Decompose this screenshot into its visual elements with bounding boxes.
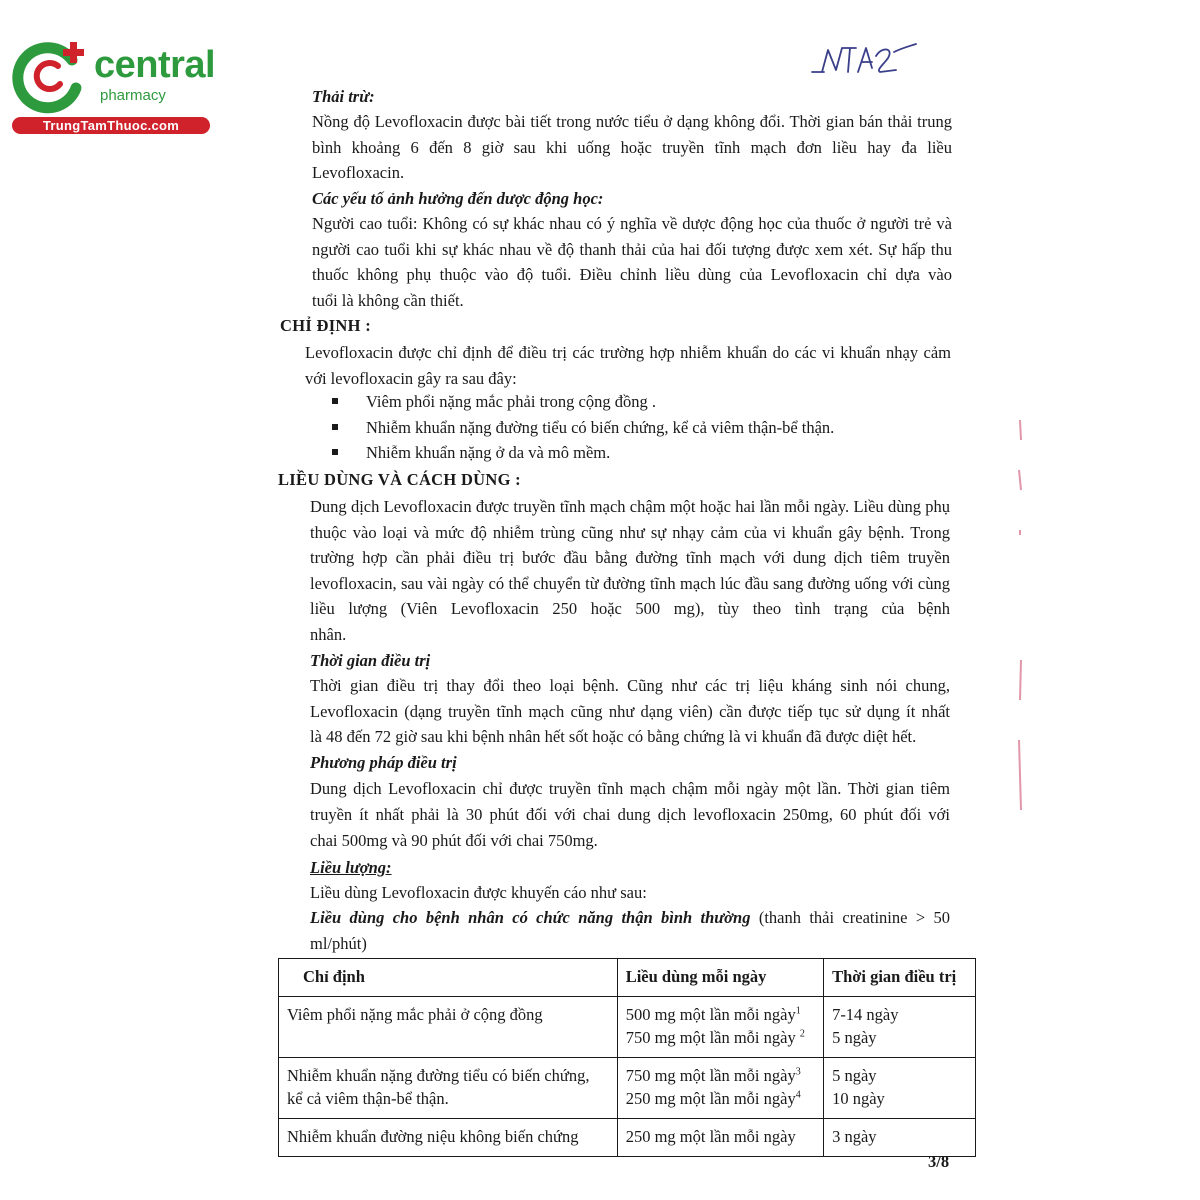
cell-dose [617,1119,823,1157]
thoi-gian-text: Thời gian điều trị thay đổi theo loại bệnh. Cũng như các trị liệu kháng sinh nói chung, Levofloxacin (dạng truyền tĩnh mạch cũng như dạng viên) cần được tiếp tục sử dụng ít nhất [310,676,950,721]
heading-lieu-luong: Liều lượng: [310,858,392,877]
lieu-luong-subheading-end: ml/phút) [310,934,367,953]
col-header-indication: Chỉ định [279,959,618,997]
chi-dinh-intro-end: với levofloxacin gây ra sau đây: [305,369,517,388]
duration-line: 3 ngày [832,1127,877,1146]
lieu-dung-text: Dung dịch Levofloxacin được truyền tĩnh mạch chậm một hoặc hai lần mỗi ngày. Liều dùng phụ thuộc vào loại và mức độ nhiễm trùng cũng như sự nhạy cảm của vi khuẩn gây bệnh. Trong trường hợp cần phải điều trị bước đầu bằng đường tĩnh mạch với dung dịch tiêm truyền levofloxacin, sau vài ngày có thể chuyển từ đường tĩnh mạch lúc đầu sang đường uống với cùng liều lượng (Viên Levofloxacin 250 hoặc 500 mg), tùy theo tình trạng của bệnh [310,497,950,619]
lieu-luong-subheading [310,905,950,931]
dose-line: 250 mg một lần mỗi ngày [625,1089,796,1108]
phuong-phap-text: Dung dịch Levofloxacin chỉ được truyền tĩnh mạch chậm mỗi ngày một lần. Thời gian tiêm truyền ít nhất phải là 30 phút đối với chai dung dịch levofloxacin 250mg, 60 phút đối với [310,779,950,824]
cell-indication: Nhiễm khuẩn nặng đường tiểu có biến chứng, kể cả viêm thận-bể thận. [279,1058,618,1119]
dosage-table [278,958,976,1157]
yeu-to-text-end: tuổi là không cần thiết. [312,291,464,310]
footnote-marker: 2 [799,1028,805,1040]
margin-marks [1005,410,1035,830]
lieu-luong-intro: Liều dùng Levofloxacin được khuyến cáo như sau: [310,883,647,902]
heading-yeu-to: Các yếu tố ảnh hưởng đến dược động học: [312,189,604,208]
logo-wordmark: central [94,44,216,86]
col-header-daily-dose: Liều dùng mỗi ngày [617,959,823,997]
duration-line: 10 ngày [832,1089,885,1108]
duration-line: 5 ngày [832,1028,877,1047]
yeu-to-text: Người cao tuổi: Không có sự khác nhau có ý nghĩa về dược động học của thuốc ở người trẻ và người cao tuổi khi sự khác nhau về độ thanh thải của hai đối tượng được xem xét. Sự hấp thu thuốc không phụ thuộc vào độ tuổi. Điều chỉnh liều dùng của Levofloxacin chỉ dựa vào [312,214,952,285]
table-header-row [279,959,976,997]
cell-indication: Nhiễm khuẩn đường niệu không biến chứng [279,1119,618,1157]
footnote-marker: 4 [795,1089,801,1101]
normal-renal-label: Liều dùng cho bệnh nhân có chức năng thận bình thường [310,908,751,927]
heading-phuong-phap: Phương pháp điều trị [310,753,457,772]
heading-lieu-dung: LIỀU DÙNG VÀ CÁCH DÙNG : [278,470,521,489]
cell-duration [824,1119,976,1157]
logo-subtitle: pharmacy [100,87,166,104]
cell-duration [824,1058,976,1119]
list-item: Nhiễm khuẩn nặng ở da và mô mềm. [330,440,970,466]
chi-dinh-list [330,389,970,466]
duration-line: 5 ngày [832,1066,877,1085]
pharmacy-logo [10,38,215,138]
central-pharmacy-logo-icon [10,38,92,116]
footnote-marker: 3 [795,1066,801,1078]
cell-dose [617,997,823,1058]
creatinine-note: (thanh thải creatinine > 50 [750,908,950,927]
heading-thoi-gian: Thời gian điều trị [310,651,431,670]
cell-indication: Viêm phổi nặng mắc phải ở cộng đồng [279,997,618,1058]
footnote-marker: 1 [795,1005,801,1017]
handwritten-signature [810,42,920,82]
thai-tru-text: Nồng độ Levofloxacin được bài tiết trong nước tiểu ở dạng không đổi. Thời gian bán thải trung bình khoảng 6 đến 8 giờ sau khi uống hoặc truyền tĩnh mạch đơn liều hay đa liều [312,112,952,157]
cell-duration [824,997,976,1058]
chi-dinh-intro: Levofloxacin được chỉ định để điều trị các trường hợp nhiễm khuẩn do các vi khuẩn nhạy cảm [305,343,951,362]
heading-thai-tru: Thải trừ: [312,87,375,106]
dose-line: 750 mg một lần mỗi ngày [625,1028,800,1047]
table-row [279,1119,976,1157]
list-item: Nhiễm khuẩn nặng đường tiểu có biến chứng, kể cả viêm thận-bể thận. [330,415,970,441]
dose-line: 500 mg một lần mỗi ngày [625,1005,796,1024]
duration-line: 7-14 ngày [832,1005,899,1024]
thai-tru-text-end: Levofloxacin. [312,163,405,182]
table-row [279,1058,976,1119]
logo-website-banner: TrungTamThuoc.com [12,117,210,134]
dose-line: 250 mg một lần mỗi ngày [625,1127,796,1146]
cell-dose [617,1058,823,1119]
dose-line: 750 mg một lần mỗi ngày [625,1066,796,1085]
phuong-phap-text-end: chai 500mg và 90 phút đối với chai 750mg. [310,831,598,850]
thoi-gian-text-end: là 48 đến 72 giờ sau khi bệnh nhân hết sốt hoặc có bằng chứng là vi khuẩn đã được diệt hết. [310,727,917,746]
page-number: 3/8 [928,1152,950,1171]
lieu-dung-text-end: nhân. [310,625,347,644]
list-item: Viêm phổi nặng mắc phải trong cộng đồng . [330,389,970,415]
col-header-duration: Thời gian điều trị [824,959,976,997]
table-row [279,997,976,1058]
heading-chi-dinh: CHỈ ĐỊNH : [280,316,372,335]
